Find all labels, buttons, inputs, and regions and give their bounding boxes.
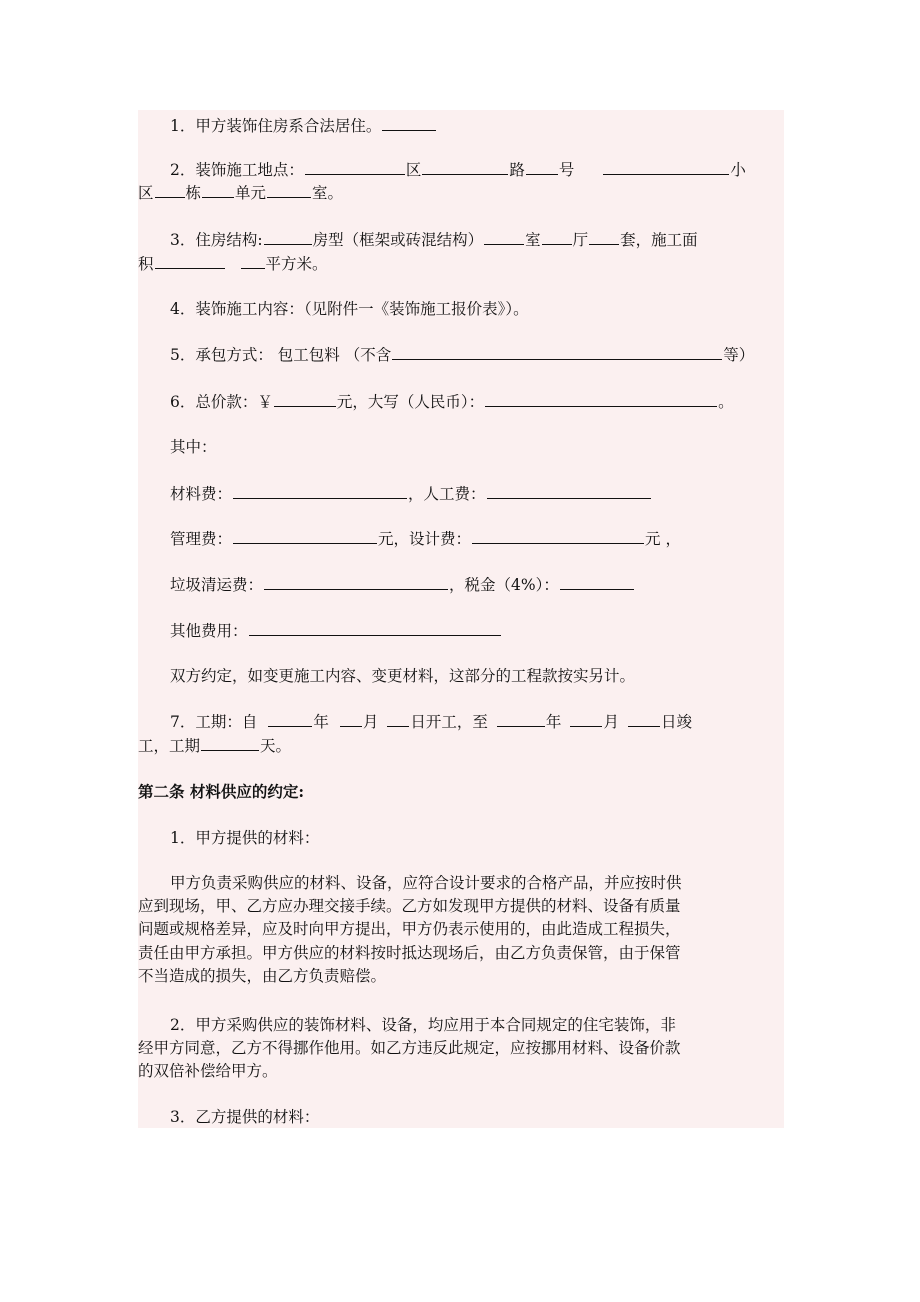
contract-mode-end: 等） (723, 346, 755, 364)
end-month-label: 月 (603, 713, 619, 731)
tax-label: ，税金（4%）： (449, 576, 559, 594)
item-4-line: 4．装饰施工内容：（见附件一《装饰施工报价表》）。 (170, 300, 529, 318)
blank (387, 711, 409, 727)
blank (249, 620, 501, 636)
blank (485, 391, 717, 407)
suite-label: 套，施工面 (620, 231, 698, 249)
blank (570, 711, 602, 727)
design-fee-end: 元 ， (645, 530, 681, 548)
blank (382, 115, 436, 131)
blank (264, 229, 312, 245)
blank (268, 711, 312, 727)
para-2-line-2: 经甲方同意，乙方不得挪作他用。如乙方违反此规定，应按挪用材料、设备价款 (138, 1039, 681, 1057)
blank (603, 159, 729, 175)
end-day-label: 日竣 (660, 713, 692, 731)
total-price-words-label: 元，大写（人民币）： (336, 393, 485, 411)
blank (155, 182, 185, 198)
item-3-line-1 (170, 229, 698, 251)
structure-label: 房型（框架或砖混结构） (312, 231, 484, 249)
blank (155, 253, 225, 269)
building-label: 栋 (185, 184, 202, 202)
blank (233, 483, 407, 499)
blank (340, 711, 362, 727)
blank (422, 159, 508, 175)
blank (628, 711, 660, 727)
fee-line-2 (170, 528, 681, 550)
blank (267, 182, 311, 198)
material-fee-label: 材料费： (170, 485, 233, 503)
room-label: 室。 (312, 184, 344, 202)
blank (233, 528, 377, 544)
article-2-title: 第二条 材料供应的约定: (138, 782, 305, 801)
start-month-label: 月 (362, 713, 379, 731)
para-1-line-4: 责任由甲方承担。甲方供应的材料按时抵达现场后，由乙方负责保管，由于保管 (138, 944, 681, 962)
item-2-label: 2．装饰施工地点： (170, 161, 304, 179)
item-1-line (170, 115, 437, 137)
blank (305, 159, 405, 175)
design-fee-label: 元，设计费： (378, 530, 472, 548)
contract-mode-label: 5．承包方式： 包工包料 （不含 (170, 346, 392, 364)
item-3-line-2 (138, 253, 328, 275)
period-label: 7．工期：自 (170, 713, 258, 731)
duration-label: 工，工期 (138, 737, 201, 755)
sub-item-1-title: 1．甲方提供的材料： (170, 829, 320, 847)
area-unit: 平方米。 (265, 255, 328, 273)
labor-fee-label: ，人工费： (408, 485, 486, 503)
blank (487, 483, 651, 499)
district-suffix: 区 (138, 184, 154, 202)
blank (560, 574, 634, 590)
management-fee-label: 管理费： (170, 530, 233, 548)
item-5-line (170, 344, 754, 366)
number-label: 号 (558, 161, 575, 179)
area-prefix: 积 (138, 255, 154, 273)
blank (264, 574, 448, 590)
item-7-line-1 (170, 711, 692, 733)
item-7-line-2 (138, 735, 291, 757)
hall-count-label: 厅 (572, 231, 589, 249)
breakdown-heading: 其中： (170, 438, 217, 456)
blank (472, 528, 644, 544)
garbage-fee-label: 垃圾清运费： (170, 576, 264, 594)
total-price-end: 。 (718, 393, 734, 411)
item-2-line-1 (170, 159, 746, 181)
start-year-label: 年 (313, 713, 329, 731)
blank (526, 159, 558, 175)
fee-line-3 (170, 574, 635, 596)
item-1-text: 1．甲方装饰住房系合法居住。 (170, 117, 382, 135)
item-3-label: 3．住房结构: (170, 231, 263, 249)
blank (274, 391, 336, 407)
other-fee-label: 其他费用： (170, 622, 248, 640)
blank (392, 344, 722, 360)
para-1-line-1: 甲方负责采购供应的材料、设备，应符合设计要求的合格产品，并应按时供 (170, 874, 682, 892)
blank (497, 711, 545, 727)
blank (589, 229, 619, 245)
fee-line-1 (170, 483, 652, 505)
blank (201, 735, 259, 751)
duration-unit: 天。 (260, 737, 292, 755)
para-2-line-1: 2．甲方采购供应的装饰材料、设备，均应用于本合同规定的住宅装饰，非 (170, 1016, 676, 1034)
room-count-label: 室 (525, 231, 541, 249)
para-1-line-5: 不当造成的损失，由乙方负责赔偿。 (138, 967, 387, 985)
unit-label: 单元 (235, 184, 267, 202)
change-agreement: 双方约定，如变更施工内容、变更材料，这部分的工程款按实另计。 (170, 667, 636, 685)
para-2-line-3: 的双倍补偿给甲方。 (138, 1062, 278, 1080)
blank (202, 182, 234, 198)
district-label: 区 (405, 161, 422, 179)
para-1-line-3: 问题或规格差异，应及时向甲方提出，甲方仍表示使用的，由此造成工程损失， (138, 920, 681, 938)
fee-line-4 (170, 620, 502, 642)
road-label: 路 (509, 161, 525, 179)
community-label: 小 (730, 161, 746, 179)
total-price-label: 6．总价款：￥ (170, 393, 273, 411)
blank (542, 229, 572, 245)
sub-item-3-title: 3．乙方提供的材料： (170, 1108, 320, 1126)
start-day-label: 日开工，至 (410, 713, 488, 731)
blank (484, 229, 524, 245)
blank (241, 253, 265, 269)
item-6-line (170, 391, 734, 413)
item-2-line-2 (138, 182, 343, 204)
para-1-line-2: 应到现场，甲、乙方应办理交接手续。乙方如发现甲方提供的材料、设备有质量 (138, 897, 681, 915)
end-year-label: 年 (545, 713, 562, 731)
